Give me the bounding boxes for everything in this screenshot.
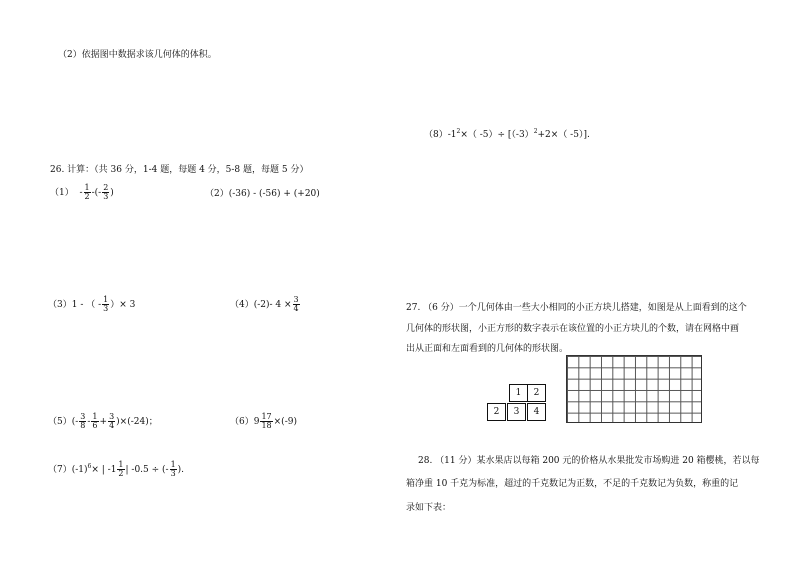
top-view-cell: 3 (507, 403, 526, 421)
fraction: $\frac{17}{18}$ (261, 412, 272, 430)
fraction: $\frac{3}{8}$ (80, 412, 86, 430)
fraction: $\frac{1}{6}$ (92, 412, 98, 430)
q26-problem-3: （3）1 - （ - $\frac{1}{3}$ ）× 3 (48, 295, 136, 313)
q27-line-1: 27. （6 分）一个几何体由一些大小相同的小正方块儿搭建，如图是从上面看到的这个 (406, 303, 747, 313)
q28-line-1: 28. （11 分）某水果店以每箱 200 元的价格从水果批发市场购进 20 箱樱桃，若以每 (418, 456, 760, 466)
top-view-cell: 4 (527, 403, 546, 421)
fraction: $\frac{1}{3}$ (170, 460, 176, 478)
q26-problem-7: $(7)(-1)^6\times$ | -1 $\frac{1}{2}$ | -0.5 ÷ (- $\frac{1}{3}$ ). (48, 460, 185, 478)
q26-problem-5: （5）(- $\frac{3}{8}$ - $\frac{1}{6}$ + $\frac{3}{4}$ )×(-24)； (48, 412, 158, 430)
q26-problem-1: （1） - $\frac{1}{2}$ -(- $\frac{2}{3}$ ) (50, 183, 114, 201)
fraction: $\frac{3}{4}$ (109, 412, 115, 430)
fraction: $\frac{1}{2}$ (118, 460, 124, 478)
fraction: $\frac{3}{4}$ (293, 295, 299, 313)
q26-heading: 26. 计算：（共 36 分，1-4 题，每题 4 分，5-8 题，每题 5 分） (50, 165, 309, 175)
top-view-cell: 2 (527, 384, 546, 402)
top-view-cell: 1 (509, 384, 528, 402)
answer-grid (566, 355, 702, 423)
q27-line-2: 几何体的形状图，小正方形的数字表示在该位置的小正方块儿的个数，请在网格中画 (406, 324, 740, 334)
q28-line-2: 箱净重 10 千克为标准，超过的千克数记为正数，不足的千克数记为负数，称重的记 (406, 479, 739, 489)
q28-line-3: 录如下表： (406, 503, 452, 513)
q25-part2: （2）依据图中数据求该几何体的体积。 (58, 50, 217, 60)
q26-problem-8: $(8)-1^2\times$（ $-5)\div [(-3)^2+2\times$（ -5）]. (424, 128, 590, 140)
fraction: $\frac{2}{3}$ (103, 183, 109, 201)
q26-problem-4: （4）(-2)- 4 × $\frac{3}{4}$ (230, 295, 299, 313)
fraction: $\frac{1}{2}$ (84, 183, 90, 201)
q27-line-3: 出从正面和左面看到的几何体的形状图。 (406, 344, 569, 354)
fraction: $\frac{1}{3}$ (103, 295, 109, 313)
q26-problem-6: （6）9 $\frac{17}{18}$ ×(-9) (230, 412, 297, 430)
q26-problem-2: （2）(-36) - (-56) + (+20) (205, 189, 320, 199)
top-view-cell: 2 (487, 403, 506, 421)
